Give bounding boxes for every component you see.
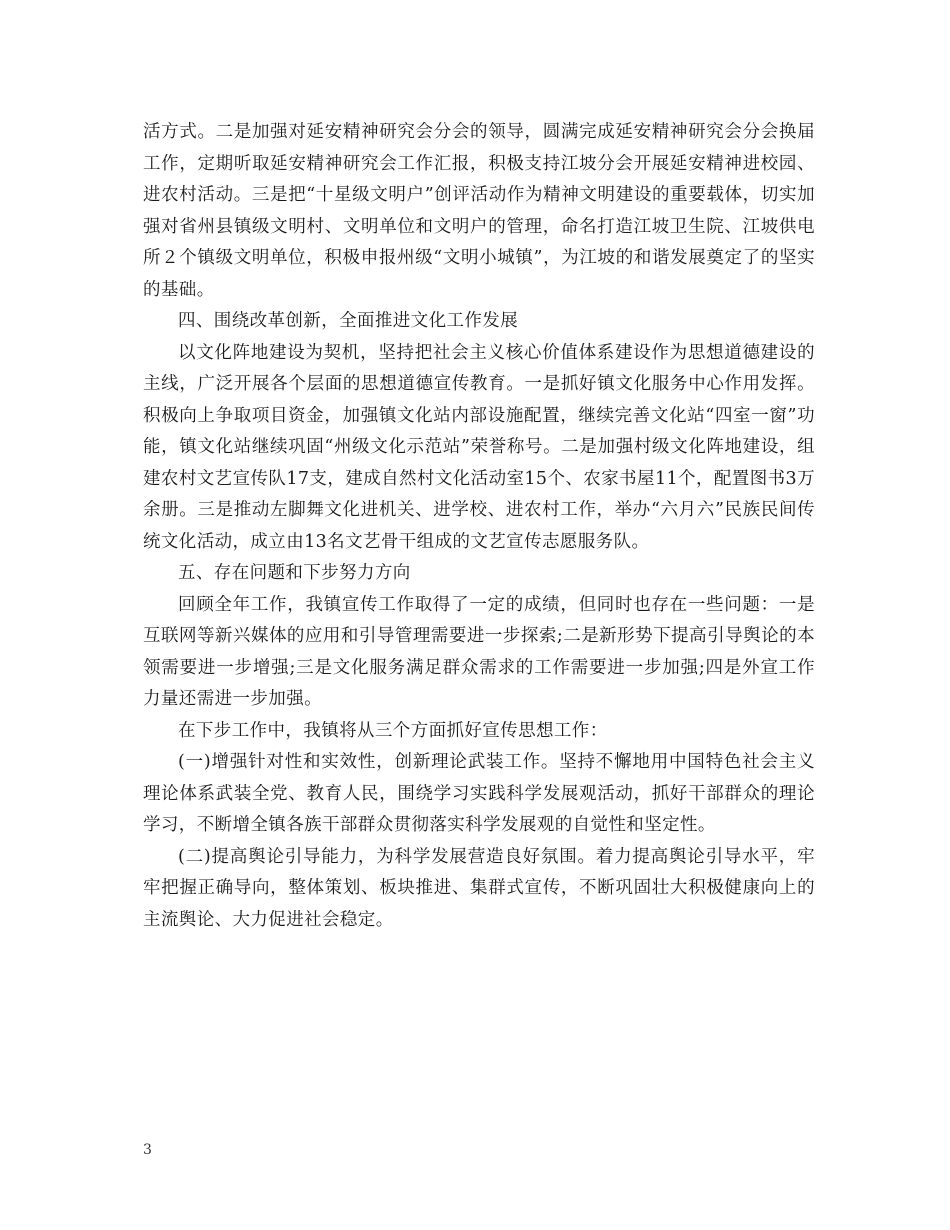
page-number: 3: [143, 1142, 152, 1158]
section-heading-4: 四、围绕改革创新，全面推进文化工作发展: [178, 311, 519, 331]
paragraph-item-1: (一)增强针对性和实效性，创新理论武装工作。坚持不懈地用中国特色社会主义理论体系武装全党、教育人民，围绕学习实践科学发展观活动，抓好干部群众的理论学习，不断增全镇各族干部群众贯彻落实科学发展观的自觉性和坚定性。: [143, 752, 815, 835]
paragraph-culture: 以文化阵地建设为契机，坚持把社会主义核心价值体系建设作为思想道德建设的主线，广泛开展各个层面的思想道德宣传教育。一是抓好镇文化服务中心作用发挥。积极向上争取项目资金，加强镇文化站内部设施配置，继续完善文化站“四室一窗”功能，镇文化站继续巩固“州级文化示范站”荣誉称号。二是加强村级文化阵地建设，组建农村文艺宣传队17支，建成自然村文化活动室15个、农家书屋11个，配置图书3万余册。三是推动左脚舞文化进机关、进学校、进农村工作，举办“六月六”民族民间传统文化活动，成立由13名文艺骨干组成的文艺宣传志愿服务队。: [143, 342, 815, 552]
document-body: [143, 117, 815, 936]
paragraph-problems: 回顾全年工作，我镇宣传工作取得了一定的成绩，但同时也存在一些问题：一是互联网等新兴媒体的应用和引导管理需要进一步探索;二是新形势下提高引导舆论的本领需要进一步增强;三是文化服务满足群众需求的工作需要进一步加强;四是外宣工作力量还需进一步加强。: [143, 594, 815, 709]
paragraph-continuation: 活方式。二是加强对延安精神研究会分会的领导，圆满完成延安精神研究会分会换届工作，定期听取延安精神研究会工作汇报，积极支持江坡分会开展延安精神进校园、进农村活动。三是把“十星级文明户”创评活动作为精神文明建设的重要载体，切实加强对省州县镇级文明村、文明单位和文明户的管理，命名打造江坡卫生院、江坡供电所２个镇级文明单位，积极申报州级“文明小城镇”，为江坡的和谐发展奠定了的坚实的基础。: [143, 122, 815, 300]
paragraph-next-steps-intro: 在下步工作中，我镇将从三个方面抓好宣传思想工作：: [178, 720, 608, 741]
paragraph-item-2: (二)提高舆论引导能力，为科学发展营造良好氛围。着力提高舆论引导水平，牢牢把握正确导向，整体策划、板块推进、集群式宣传，不断巩固壮大积极健康向上的主流舆论、大力促进社会稳定。: [143, 846, 815, 930]
section-heading-5: 五、存在问题和下步努力方向: [178, 563, 411, 583]
